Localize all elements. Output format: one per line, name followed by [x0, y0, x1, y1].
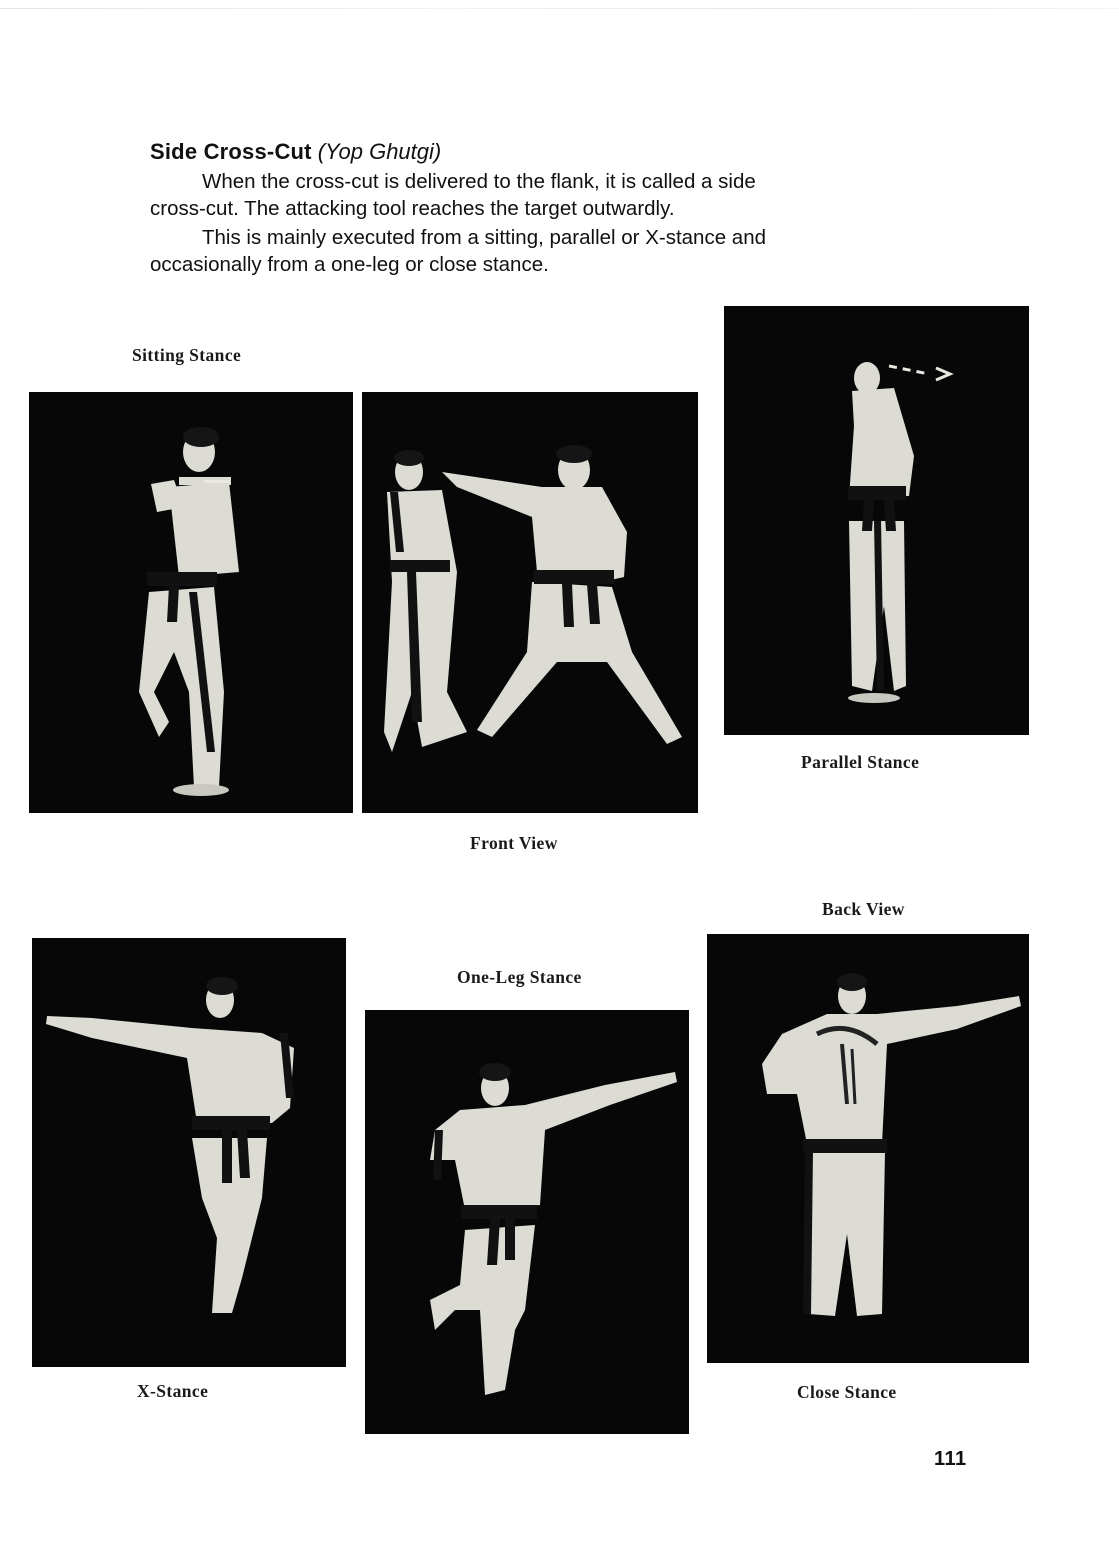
- page-edge-line: [0, 8, 1119, 9]
- caption-sitting-stance: Sitting Stance: [132, 345, 242, 365]
- section-subtitle: (Yop Ghutgi): [317, 139, 442, 164]
- close-stance-figure: [707, 934, 1029, 1363]
- paragraph-line: occasionally from a one-leg or close stance.: [150, 253, 549, 276]
- caption-close-stance: Close Stance: [797, 1382, 897, 1402]
- section-heading: [150, 138, 441, 166]
- x-stance-figure: [32, 938, 346, 1367]
- stance-paragraph: [150, 224, 940, 278]
- sitting-stance-figure: [29, 392, 353, 813]
- page-number: 111: [934, 1448, 967, 1470]
- caption-front-view: Front View: [470, 833, 558, 853]
- paragraph-line: cross-cut. The attacking tool reaches the target outwardly.: [150, 197, 675, 220]
- photo-x-stance: [32, 938, 346, 1367]
- parallel-stance-figure: [724, 306, 1029, 735]
- caption-x-stance: X-Stance: [137, 1381, 209, 1401]
- front-view-figures: [362, 392, 698, 813]
- one-leg-stance-figure: [365, 1010, 689, 1434]
- section-title: Side Cross-Cut: [150, 139, 312, 164]
- paragraph-line: When the cross-cut is delivered to the flank, it is called a side: [202, 170, 756, 193]
- paragraph-line: This is mainly executed from a sitting, parallel or X-stance and: [202, 226, 767, 249]
- caption-one-leg-stance: One-Leg Stance: [457, 967, 582, 987]
- photo-close-stance-back-view: [707, 934, 1029, 1363]
- intro-paragraph: [150, 168, 940, 222]
- caption-back-view: Back View: [822, 899, 905, 919]
- photo-front-view: [362, 392, 698, 813]
- photo-one-leg-stance: [365, 1010, 689, 1434]
- photo-parallel-stance: [724, 306, 1029, 735]
- caption-parallel-stance: Parallel Stance: [801, 752, 920, 772]
- photo-sitting-stance: [29, 392, 353, 813]
